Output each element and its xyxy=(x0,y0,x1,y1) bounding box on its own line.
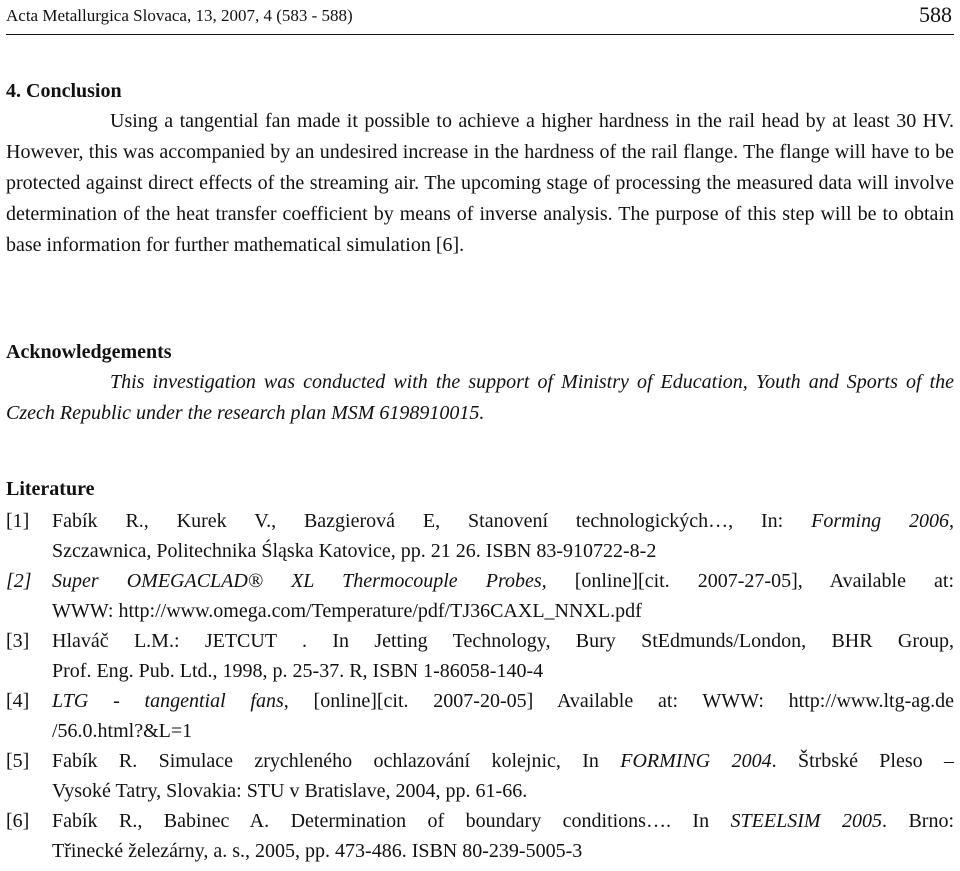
reference-number: [4] xyxy=(6,690,30,712)
reference-line: Prof. Eng. Pub. Ltd., 1998, p. 25-37. R, ISBN 1-86058-140-4 xyxy=(52,660,544,682)
reference-item xyxy=(6,566,954,626)
reference-number: [2] xyxy=(6,570,32,592)
reference-line: Fabík R. Simulace zrychleného ochlazování kolejnic, In FORMING 2004. Štrbské Pleso – xyxy=(52,750,955,772)
conclusion-text: Using a tangential fan made it possible to achieve a higher hardness in the rail head by at least 30 HV. However, this was accompanied by an undesired increase in the hardness of the rail flange. The flange will have to be protected against direct effects of the streaming air. The upcoming stage of processing the measured data will involve determination of the heat transfer coefficient by means of inverse analysis. The purpose of this step will be to obtain base information for further mathematical simulation [6]. xyxy=(6,110,954,256)
acknowledgements-text: This investigation was conducted with the support of Ministry of Education, Youth and Sports of the Czech Republic under the research plan MSM 6198910015. xyxy=(6,371,954,424)
literature-heading: Literature xyxy=(6,478,95,500)
reference-number: [6] xyxy=(6,810,30,832)
reference-line: LTG - tangential fans, [online][cit. 2007-20-05] Available at: WWW: http://www.ltg-ag.de xyxy=(52,690,954,712)
acknowledgements-heading: Acknowledgements xyxy=(6,341,172,363)
reference-item xyxy=(6,686,954,746)
reference-line: Szczawnica, Politechnika Śląska Katovice, pp. 21 26. ISBN 83-910722-8-2 xyxy=(52,540,657,562)
reference-line: Hlaváč L.M.: JETCUT . In Jetting Technology, Bury StEdmunds/London, BHR Group, xyxy=(52,630,954,652)
reference-line: Fabík R., Babinec A. Determination of boundary conditions…. In STEELSIM 2005. Brno: xyxy=(52,810,955,832)
reference-number: [3] xyxy=(6,630,30,652)
reference-list xyxy=(6,506,954,866)
acknowledgements-section xyxy=(6,337,954,429)
literature-section xyxy=(6,474,954,866)
reference-line: Vysoké Tatry, Slovakia: STU v Bratislave, 2004, pp. 61-66. xyxy=(52,780,528,802)
reference-number: [1] xyxy=(6,510,30,532)
reference-line: Třinecké železárny, a. s., 2005, pp. 473-486. ISBN 80-239-5005-3 xyxy=(52,840,583,862)
journal-citation: Acta Metallurgica Slovaca, 13, 2007, 4 (583 - 588) xyxy=(6,6,353,25)
conclusion-section xyxy=(6,76,954,261)
reference-line: /56.0.html?&L=1 xyxy=(52,720,193,742)
running-header xyxy=(6,0,954,35)
reference-item xyxy=(6,626,954,686)
reference-line: Fabík R., Kurek V., Bazgierová E, Stanovení technologických…, In: Forming 2006, xyxy=(52,510,955,532)
reference-item xyxy=(6,506,954,566)
conclusion-heading: 4. Conclusion xyxy=(6,80,122,102)
reference-line: WWW: http://www.omega.com/Temperature/pdf/TJ36CAXL_NNXL.pdf xyxy=(52,600,642,622)
reference-item xyxy=(6,746,954,806)
reference-number: [5] xyxy=(6,750,30,772)
reference-line: Super OMEGACLAD® XL Thermocouple Probes, [online][cit. 2007-27-05], Available at: xyxy=(52,570,954,592)
reference-item xyxy=(6,806,954,866)
page-number: 588 xyxy=(919,2,952,27)
